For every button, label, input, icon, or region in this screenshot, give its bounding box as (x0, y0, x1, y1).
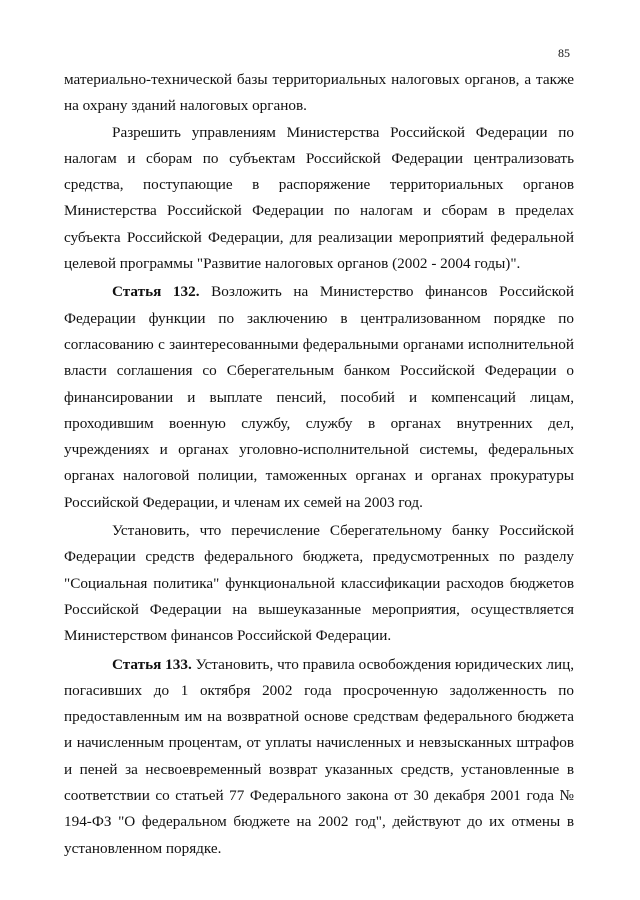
article-132-label: Статья 132. (112, 283, 200, 301)
paragraph-sberbank-transfer: Установить, что перечисление Сберегательному банку Российской Федерации средств федерального бюджета, предусмотренных по разделу "Социальная политика" функциональной классификации расходов бюджетов Российской Федерации на вышеуказанные мероприятия, осуществляется Министерством финансов Российской Федерации. (64, 522, 574, 645)
paragraph-article-132 (64, 279, 574, 516)
paragraph-continuation: материально-технической базы территориальных налоговых органов, а также на охрану зданий налоговых органов. (64, 71, 574, 115)
article-133-text: Установить, что правила освобождения юридических лиц, погасивших до 1 октября 2002 года просроченную задолженность по предоставленным им на возвратной основе средствам федерального бюджета и начисленным процентам, от уплаты начисленных и невзысканных штрафов и пеней за несвоевременный возврат указанных средств, установленные в соответствии со статьей 77 Федерального закона от 30 декабря 2001 года № 194-ФЗ "О федеральном бюджете на 2002 год", действуют до их отмены в установленном порядке. (64, 655, 574, 857)
document-body (64, 67, 574, 862)
article-133-label: Статья 133. (112, 655, 192, 673)
page-number: 85 (558, 46, 570, 60)
paragraph-article-133 (64, 652, 574, 862)
article-132-text: Возложить на Министерство финансов Российской Федерации функции по заключению в централизованном порядке по согласованию с заинтересованными федеральными органами исполнительной власти соглашения со Сберегательным банком Российской Федерации о финансировании и выплате пенсий, пособий и компенсаций лицам, проходившим военную службу, службу в органах внутренних дел, учреждениях и органах уголовно-исполнительной системы, федеральных органах налоговой полиции, таможенных органах и органах прокуратуры Российской Федерации, и членам их семей на 2003 год. (64, 283, 574, 511)
paragraph-centralize-funds: Разрешить управлениям Министерства Российской Федерации по налогам и сборам по субъектам Российской Федерации централизовать средства, поступающие в распоряжение территориальных органов Министерства Российской Федерации по налогам и сборам в пределах субъекта Российской Федерации, для реализации мероприятий федеральной целевой программы "Развитие налоговых органов (2002 - 2004 годы)". (64, 123, 574, 273)
